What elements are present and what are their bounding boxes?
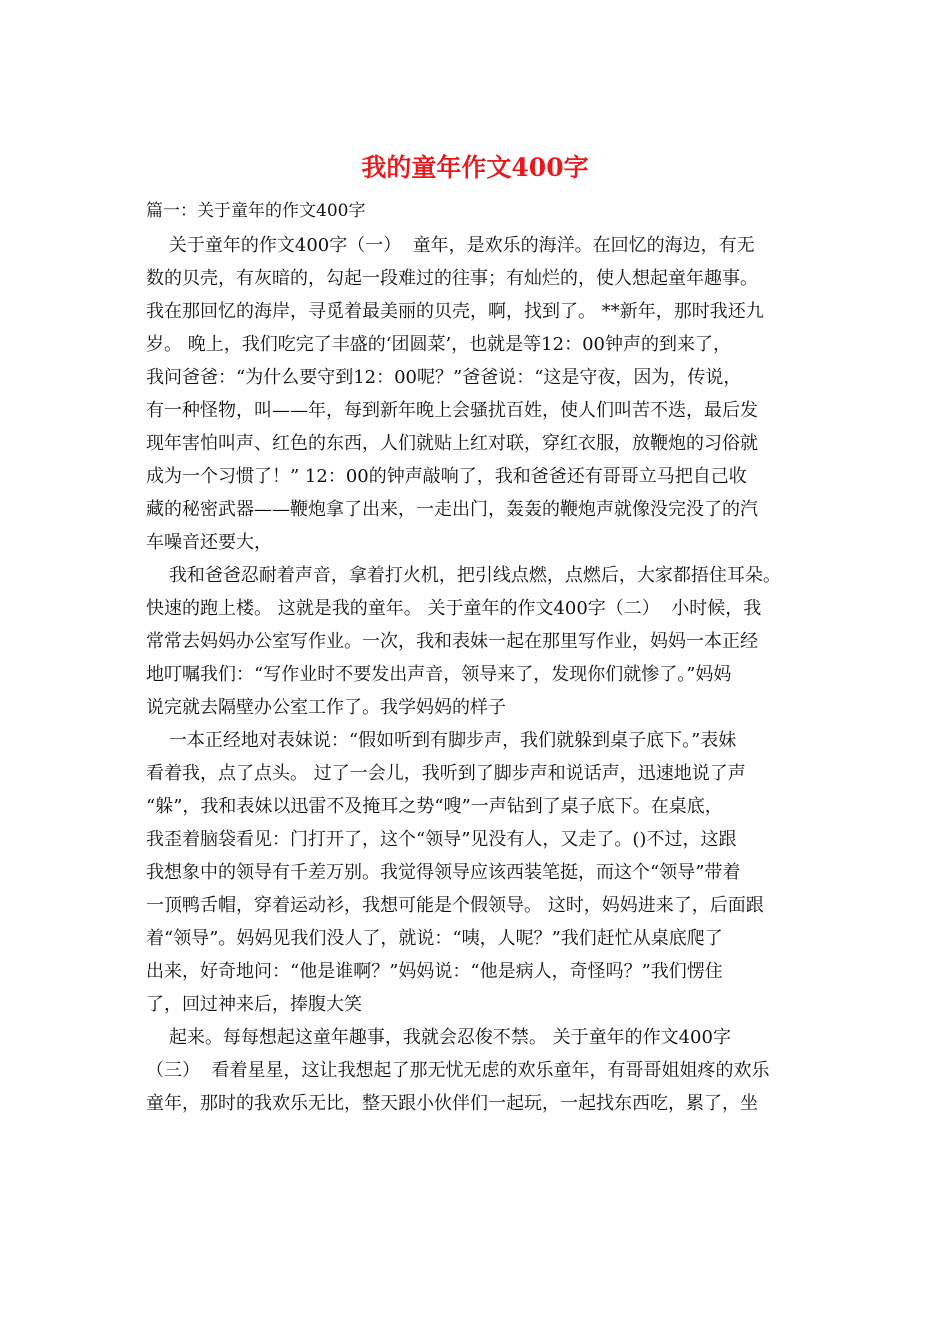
text-line: 成为一个习惯了！” 12：00的钟声敲响了，我和爸爸还有哥哥立马把自己收	[146, 466, 747, 487]
text-line: 看着我，点了点头。 过了一会儿，我听到了脚步声和说话声，迅速地说了声	[146, 763, 746, 784]
text-line: “躲”，我和表妹以迅雷不及掩耳之势“嗖”一声钻到了桌子底下。在桌底，	[146, 796, 723, 817]
text-line: 一本正经地对表妹说：“假如听到有脚步声，我们就躲到桌子底下。”表妹	[146, 730, 737, 751]
text-line: 地叮嘱我们：“写作业时不要发出声音，领导来了，发现你们就惨了。”妈妈	[146, 664, 732, 685]
text-line: 出来，好奇地问：“他是谁啊？”妈妈说：“他是病人，奇怪吗？”我们愣住	[146, 961, 723, 982]
text-line: 我歪着脑袋看见：门打开了，这个“领导”见没有人，又走了。()不过，这跟	[146, 829, 737, 850]
text-line: 一顶鸭舌帽，穿着运动衫，我想可能是个假领导。 这时，妈妈进来了，后面跟	[146, 895, 764, 916]
section-heading: 篇一：关于童年的作文400字	[146, 201, 366, 221]
text-line: 我想象中的领导有千差万别。我觉得领导应该西装笔挺，而这个“领导”带着	[146, 862, 741, 883]
document-title: 我的童年作文400字	[361, 153, 589, 182]
text-line: 童年，那时的我欢乐无比，整天跟小伙伴们一起玩，一起找东西吃，累了，坐	[146, 1093, 758, 1114]
text-line: 说完就去隔壁办公室工作了。我学妈妈的样子	[146, 697, 506, 718]
text-line: 藏的秘密武器——鞭炮拿了出来，一走出门，轰轰的鞭炮声就像没完没了的汽	[146, 499, 758, 520]
text-line: 关于童年的作文400字（一） 童年，是欢乐的海洋。在回忆的海边，有无	[146, 235, 755, 256]
text-line: 岁。 晚上，我们吃完了丰盛的‘团圆菜’，也就是等12：00钟声的到来了，	[146, 334, 731, 355]
text-line: 着“领导”。妈妈见我们没人了，就说：“咦，人呢？”我们赶忙从桌底爬了	[146, 928, 723, 949]
text-line: 有一种怪物，叫——年，每到新年晚上会骚扰百姓，使人们叫苦不迭，最后发	[146, 400, 758, 421]
text-line: 现年害怕叫声、红色的东西，人们就贴上红对联，穿红衣服，放鞭炮的习俗就	[146, 433, 758, 454]
text-line: 我问爸爸：“为什么要守到12：00呢？”爸爸说：“这是守夜，因为，传说，	[146, 367, 742, 388]
text-line: 车噪音还要大，	[146, 532, 272, 553]
text-line: 快速的跑上楼。 这就是我的童年。 关于童年的作文400字（二） 小时候，我	[146, 598, 762, 619]
text-line: 我在那回忆的海岸，寻觅着最美丽的贝壳，啊，找到了。 **新年，那时我还九	[146, 301, 764, 322]
text-line: 数的贝壳，有灰暗的，勾起一段难过的往事；有灿烂的，使人想起童年趣事。	[146, 268, 758, 289]
text-line: （三） 看着星星，这让我想起了那无忧无虑的欢乐童年，有哥哥姐姐疼的欢乐	[146, 1060, 770, 1081]
text-line: 了，回过神来后，捧腹大笑	[146, 994, 362, 1015]
text-line: 常常去妈妈办公室写作业。一次，我和表妹一起在那里写作业，妈妈一本正经	[146, 631, 758, 652]
text-line: 起来。每每想起这童年趣事，我就会忍俊不禁。 关于童年的作文400字	[146, 1027, 731, 1048]
body-text	[146, 229, 816, 1120]
text-line: 我和爸爸忍耐着声音，拿着打火机，把引线点燃，点燃后，大家都捂住耳朵。	[146, 565, 781, 586]
